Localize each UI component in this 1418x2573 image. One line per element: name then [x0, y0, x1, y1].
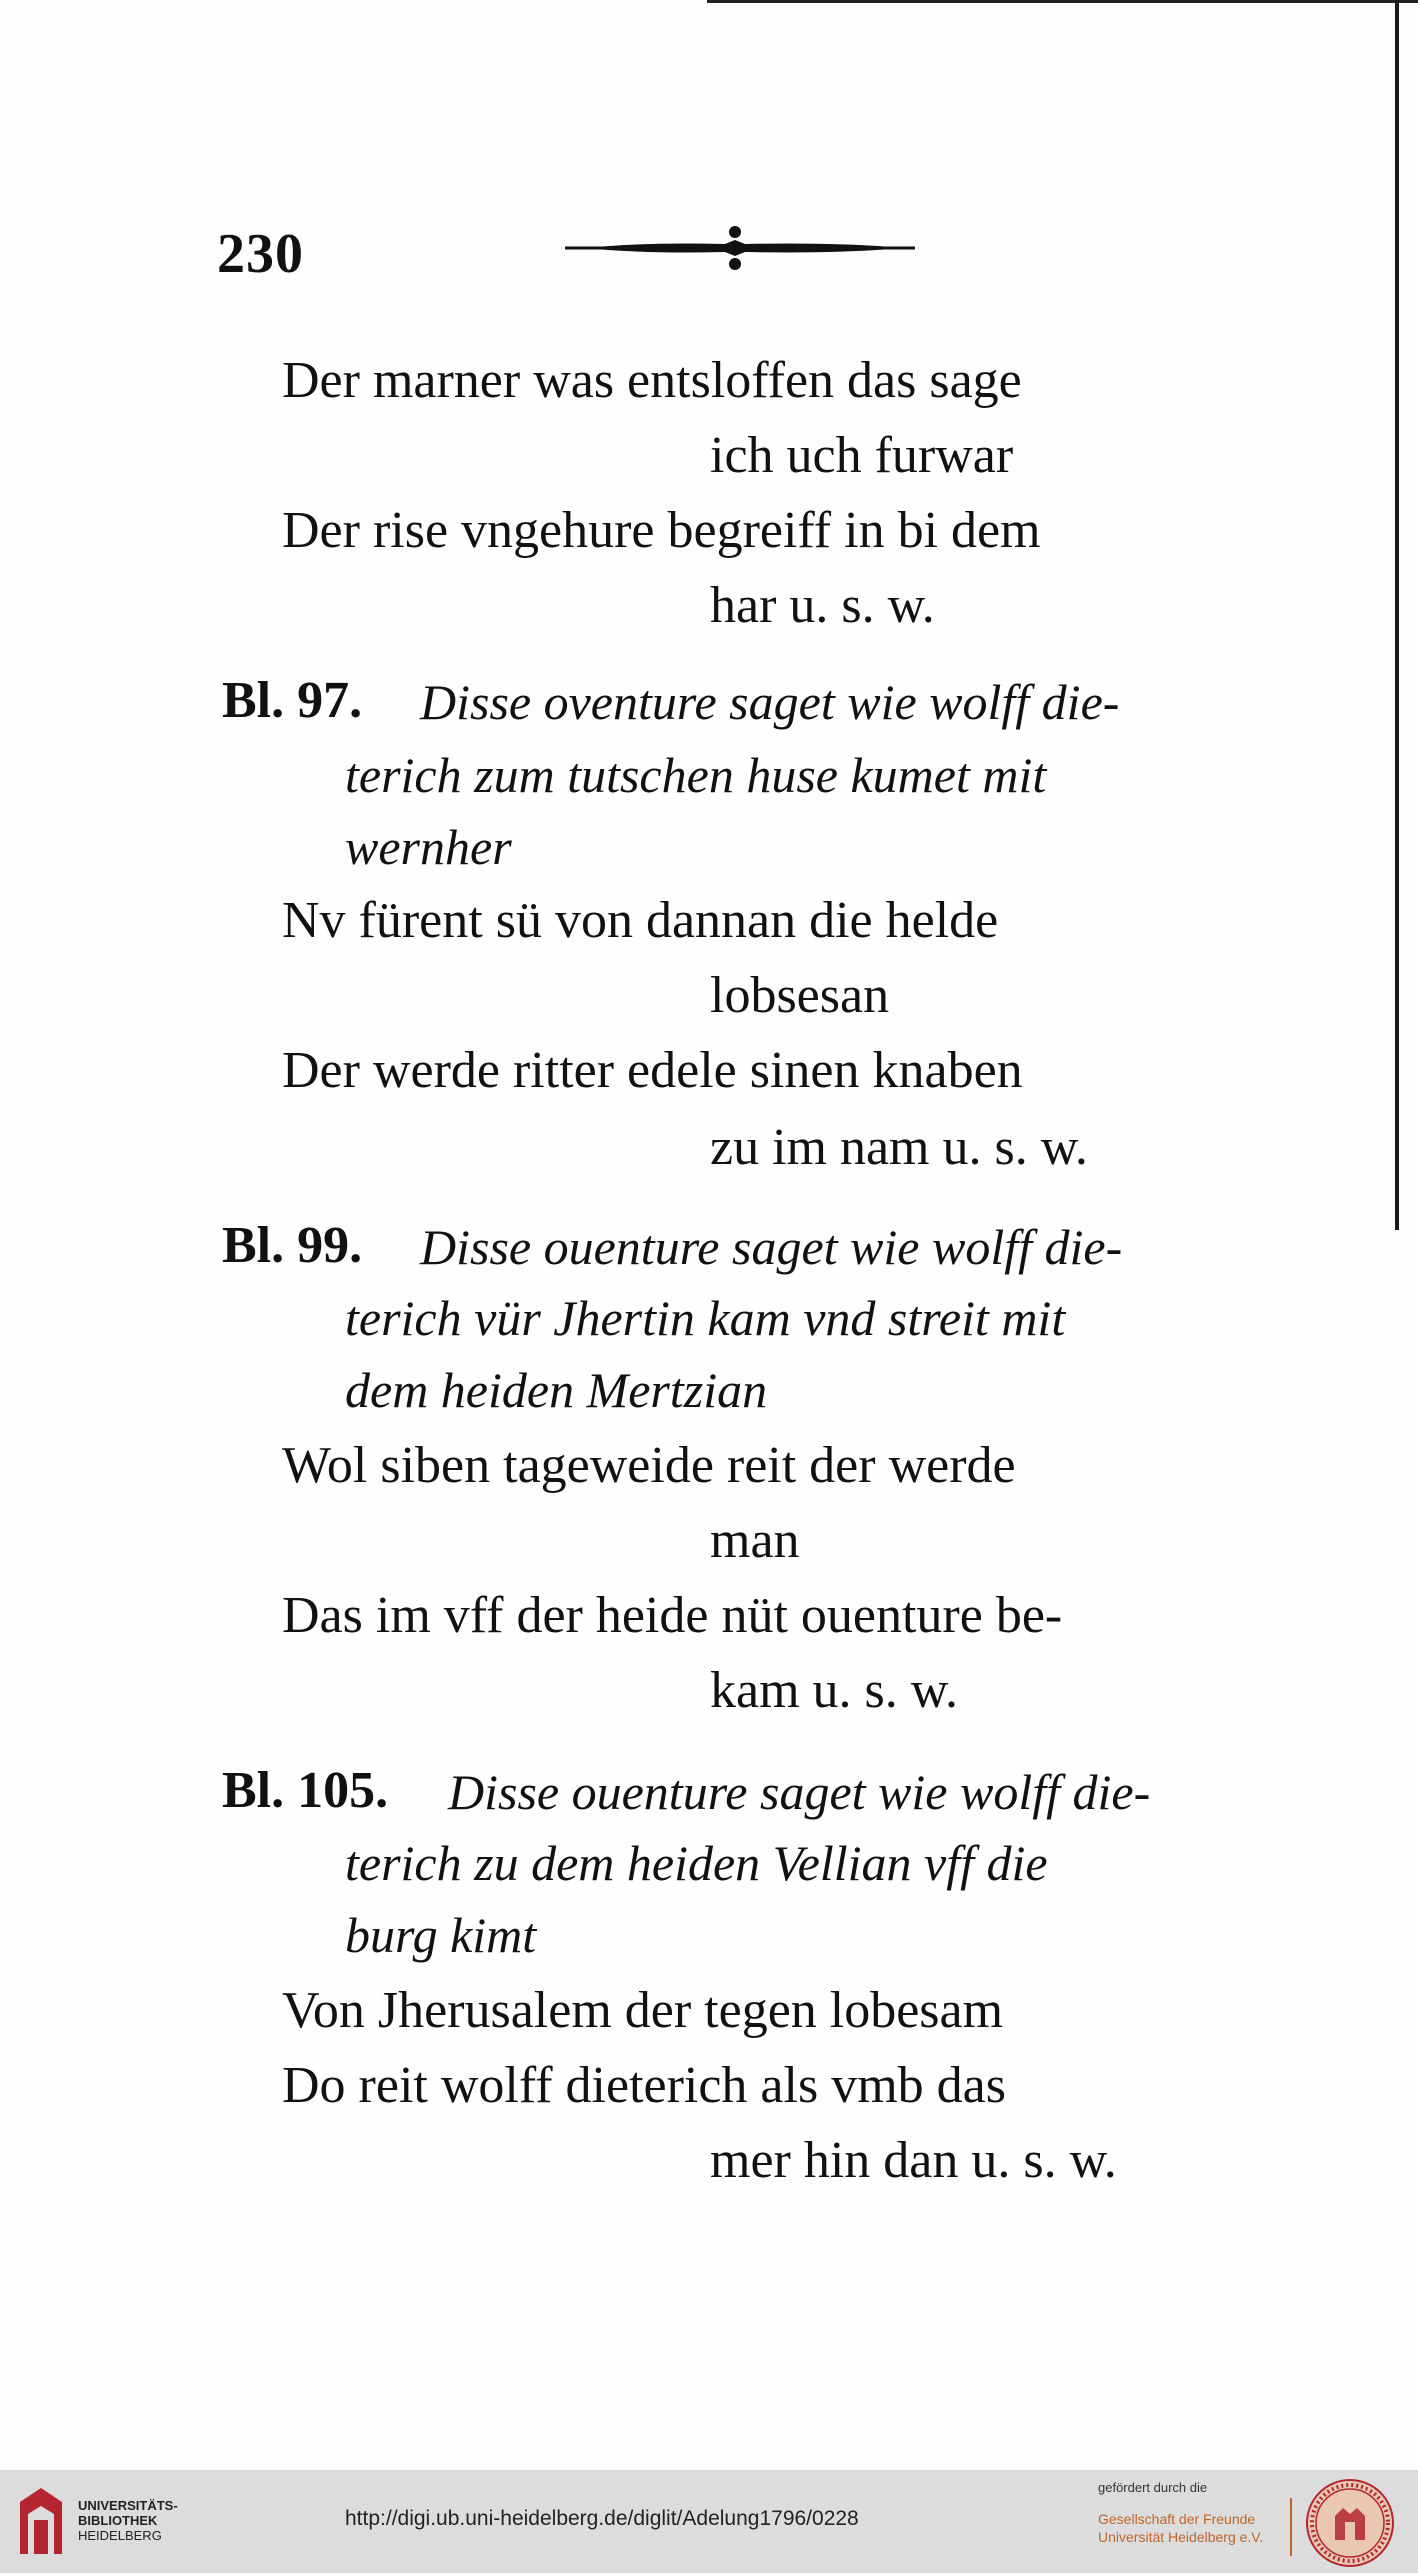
heading-line: terich zu dem heiden Vellian vff die [345, 1835, 1048, 1891]
footer-bar [0, 2470, 1418, 2573]
permalink-url[interactable]: http://digi.ub.uni-heidelberg.de/diglit/Adelung1796/0228 [345, 2507, 859, 2530]
folio-ref: Bl. 99. [222, 1217, 363, 1274]
verse-line: Von Jherusalem der tegen lobesam [282, 1982, 1004, 2039]
verse-line: lobsesan [710, 967, 890, 1024]
folio-ref: Bl. 97. [222, 672, 363, 729]
sponsor-name-line: Gesellschaft der Freunde [1098, 2511, 1256, 2527]
verse-line: har u. s. w. [710, 577, 935, 634]
heading-line: Disse ouenture saget wie wolff die- [448, 1764, 1151, 1820]
university-seal-icon [1305, 2478, 1395, 2568]
heading-line: Disse ouenture saget wie wolff die- [420, 1219, 1123, 1275]
heading-line: terich vür Jhertin kam vnd streit mit [345, 1290, 1066, 1346]
library-name-line: HEIDELBERG [78, 2528, 162, 2543]
library-name-line: BIBLIOTHEK [78, 2513, 158, 2528]
verse-line: Do reit wolff dieterich als vmb das [282, 2057, 1006, 2114]
page-number: 230 [217, 223, 304, 285]
verse-line: Das im vff der heide nüt ouenture be- [282, 1587, 1063, 1644]
verse-line: Der marner was entsloffen das sage [282, 352, 1022, 409]
verse-line: Der rise vngehure begreiff in bi dem [282, 502, 1041, 559]
verse-line: zu im nam u. s. w. [710, 1119, 1088, 1176]
verse-line: Der werde ritter edele sinen knaben [282, 1042, 1023, 1099]
sponsor-name-line: Universität Heidelberg e.V. [1098, 2529, 1264, 2545]
page-edge-right [1395, 0, 1399, 1230]
library-name-line: UNIVERSITÄTS- [78, 2498, 178, 2513]
sponsor-label: gefördert durch die [1098, 2480, 1208, 2495]
ornament-rule-icon [565, 218, 915, 278]
verse-line: kam u. s. w. [710, 1662, 958, 1719]
verse-line: ich uch furwar [710, 427, 1014, 484]
heading-line: burg kimt [345, 1907, 537, 1963]
heading-line: wernher [345, 819, 512, 875]
heading-line: terich zum tutschen huse kumet mit [345, 747, 1047, 803]
verse-line: man [710, 1512, 800, 1569]
verse-line: Nv fürent sü von dannan die helde [282, 892, 999, 949]
library-name [78, 2498, 178, 2543]
verse-line: mer hin dan u. s. w. [710, 2132, 1117, 2189]
verse-line: Wol siben tageweide reit der werde [282, 1437, 1016, 1494]
sponsor-divider [1290, 2498, 1292, 2556]
sponsor-name [1098, 2510, 1263, 2546]
heading-line: dem heiden Mertzian [345, 1362, 768, 1418]
heading-line: Disse oventure saget wie wolff die- [420, 674, 1120, 730]
folio-ref: Bl. 105. [222, 1762, 389, 1819]
page-edge-top [707, 0, 1418, 3]
university-library-logo-icon [14, 2484, 68, 2558]
